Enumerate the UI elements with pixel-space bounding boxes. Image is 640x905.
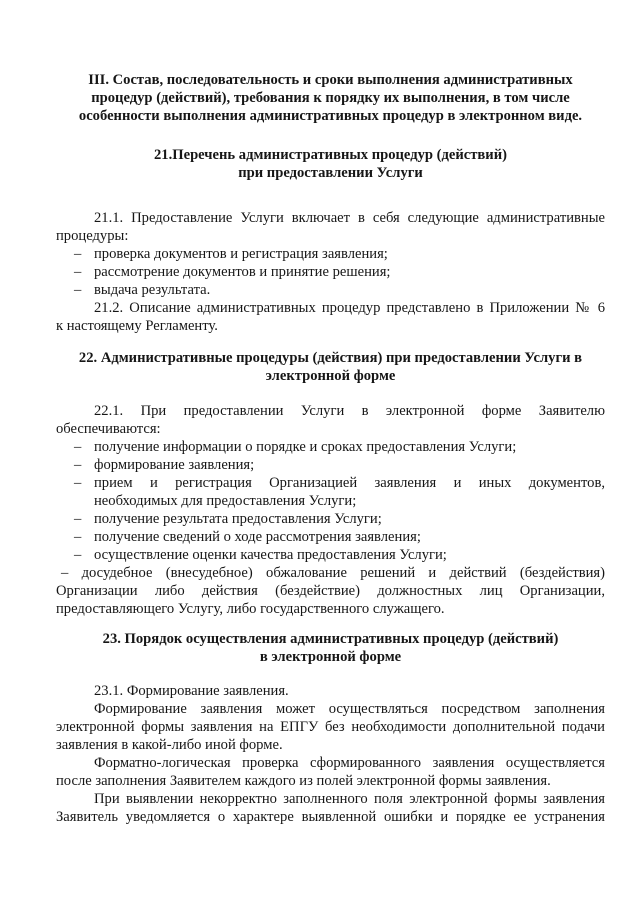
paragraph-line: 23.1. Формирование заявления. — [94, 683, 289, 699]
heading-line: в электронной форме — [259, 649, 402, 665]
heading-line: при предоставлении Услуги — [238, 165, 423, 181]
paragraph-line: процедуры: — [56, 228, 129, 244]
paragraph-line: – досудебное (внесудебное) обжалование решений и действий (бездействия) — [61, 565, 605, 581]
heading-line: 23. Порядок осуществления административных процедур (действий) — [102, 631, 559, 647]
list-item: – осуществление оценки качества предоставления Услуги; — [74, 547, 447, 563]
paragraph-line: Организации либо действия (бездействие) должностных лиц Организации, — [56, 583, 605, 599]
paragraph-line: предоставляющего Услугу, либо государственного служащего. — [56, 601, 445, 617]
list-item: – рассмотрение документов и принятие решения; — [74, 264, 391, 280]
paragraph-line: Заявитель уведомляется о характере выявленной ошибки и порядке ее устранения — [56, 809, 605, 825]
heading-line: особенности выполнения административных процедур в электронном виде. — [78, 108, 583, 124]
list-item: – прием и регистрация Организацией заявления и иных документов, — [74, 475, 605, 491]
section-23-body — [56, 682, 605, 826]
section-21-body — [56, 209, 605, 335]
paragraph-line: Форматно-логическая проверка сформированного заявления осуществляется — [94, 755, 605, 771]
list-item: – получение информации о порядке и сроках предоставления Услуги; — [74, 439, 517, 455]
section-21-heading — [56, 146, 605, 182]
paragraph-line: 21.2. Описание административных процедур представлено в Приложении № 6 — [94, 300, 605, 316]
paragraph-line: заявления в какой-либо иной форме. — [56, 737, 283, 753]
heading-line: III. Состав, последовательность и сроки выполнения административных — [88, 72, 573, 88]
list-item-continuation: необходимых для предоставления Услуги; — [94, 493, 357, 509]
list-item: – выдача результата. — [74, 282, 211, 298]
section-22-body — [56, 402, 605, 618]
list-item: – формирование заявления; — [74, 457, 255, 473]
heading-line: 21.Перечень административных процедур (действий) — [154, 147, 507, 163]
section-3-heading — [56, 71, 605, 125]
paragraph-line: При выявлении некорректно заполненного поля электронной формы заявления — [94, 791, 605, 807]
paragraph-line: обеспечиваются: — [56, 421, 161, 437]
heading-line: электронной форме — [265, 368, 396, 384]
section-22-heading — [56, 349, 605, 385]
paragraph-line: Формирование заявления может осуществляться посредством заполнения — [94, 701, 605, 717]
list-item: – получение сведений о ходе рассмотрения заявления; — [74, 529, 421, 545]
heading-line: 22. Административные процедуры (действия) при предоставлении Услуги в — [78, 350, 583, 366]
heading-line: процедур (действий), требования к порядку их выполнения, в том числе — [91, 90, 570, 106]
paragraph-line: после заполнения Заявителем каждого из полей электронной формы заявления. — [56, 773, 551, 789]
section-23-heading — [56, 630, 605, 666]
paragraph-line: 22.1. При предоставлении Услуги в электронной форме Заявителю — [94, 403, 605, 419]
paragraph-line: 21.1. Предоставление Услуги включает в себя следующие административные — [94, 210, 605, 226]
list-item: – получение результата предоставления Услуги; — [74, 511, 382, 527]
paragraph-line: к настоящему Регламенту. — [56, 318, 218, 334]
paragraph-line: электронной формы заявления на ЕПГУ без необходимости дополнительной подачи — [56, 719, 605, 735]
list-item: – проверка документов и регистрация заявления; — [74, 246, 388, 262]
